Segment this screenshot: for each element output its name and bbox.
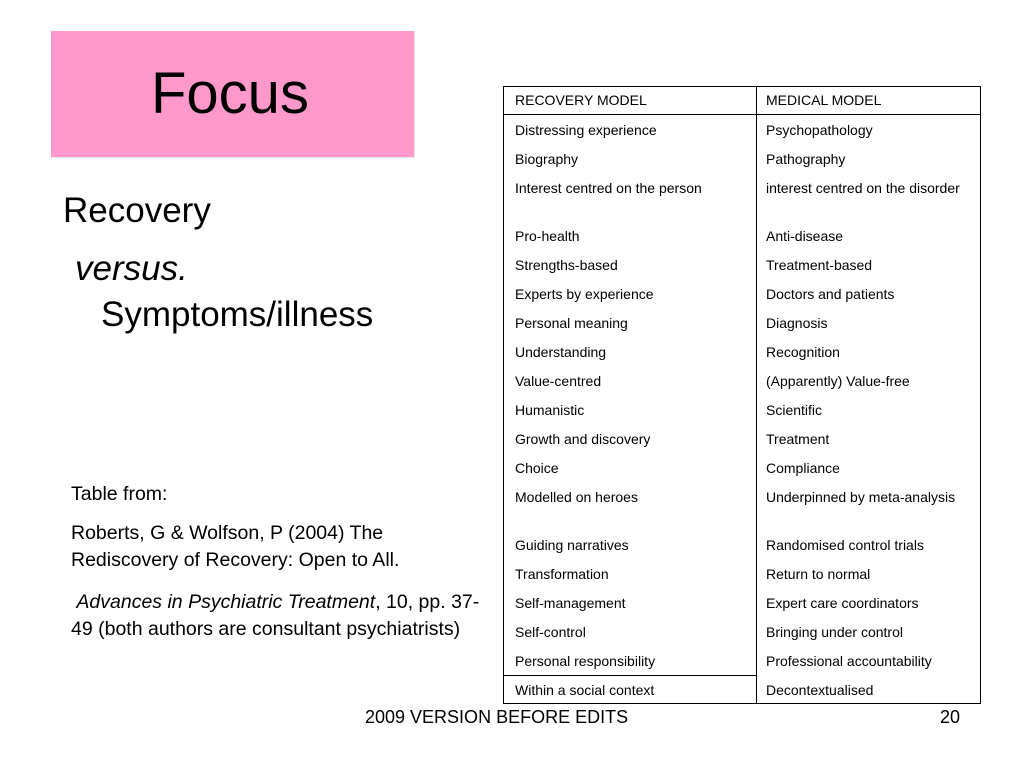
title-box <box>51 31 415 158</box>
citation-source <box>71 589 481 643</box>
citation-journal: Advances in Psychiatric Treatment <box>76 591 376 613</box>
table-cell-recovery: Understanding <box>515 344 607 360</box>
table-cell-medical: Professional accountability <box>766 653 932 669</box>
column-divider <box>756 87 757 703</box>
header-divider <box>504 114 980 115</box>
table-cell-recovery: Pro-health <box>515 228 580 244</box>
table-cell-recovery: Modelled on heroes <box>515 489 638 505</box>
table-cell-medical: Randomised control trials <box>766 537 924 553</box>
table-cell-medical: Decontextualised <box>766 682 874 698</box>
table-cell-medical: Anti-disease <box>766 228 844 244</box>
table-cell-recovery: Humanistic <box>515 402 585 418</box>
table-cell-recovery: Value-centred <box>515 373 602 389</box>
last-row-divider <box>504 675 756 676</box>
table-cell-recovery: Personal responsibility <box>515 653 656 669</box>
footer-label: 2009 VERSION BEFORE EDITS <box>365 707 629 727</box>
comparison-table <box>503 86 981 704</box>
versus-text: versus. <box>75 249 188 288</box>
slide-title: Focus <box>151 61 309 126</box>
table-cell-recovery: Personal meaning <box>515 315 628 331</box>
symptoms-text: Symptoms/illness <box>101 295 374 334</box>
table-cell-medical: Expert care coordinators <box>766 595 919 611</box>
table-cell-medical: Compliance <box>766 460 840 476</box>
table-cell-medical: Bringing under control <box>766 624 903 640</box>
table-cell-medical: Diagnosis <box>766 315 828 331</box>
table-cell-medical: Pathography <box>766 151 846 167</box>
table-cell-medical: Doctors and patients <box>766 286 895 302</box>
table-cell-medical: Recognition <box>766 344 840 360</box>
table-cell-medical: interest centred on the disorder <box>766 180 960 196</box>
table-cell-recovery: Transformation <box>515 566 609 582</box>
citation-authors: Roberts, G & Wolfson, P (2004) The Rediscovery of Recovery: Open to All. <box>71 522 400 571</box>
page-number: 20 <box>940 707 961 727</box>
citation-details: , 10, pp. 37-49 (both authors are consultant psychiatrists) <box>71 591 480 640</box>
table-cell-recovery: Choice <box>515 460 559 476</box>
table-cell-recovery: Guiding narratives <box>515 537 629 553</box>
table-cell-medical: Return to normal <box>766 566 871 582</box>
table-cell-medical: Treatment <box>766 431 830 447</box>
table-cell-recovery: Experts by experience <box>515 286 654 302</box>
table-cell-recovery: Interest centred on the person <box>515 180 702 196</box>
table-cell-medical: Treatment-based <box>766 257 873 273</box>
table-cell-medical: Underpinned by meta-analysis <box>766 489 956 505</box>
table-cell-medical: Scientific <box>766 402 823 418</box>
recovery-text: Recovery <box>63 191 211 230</box>
table-cell-medical: (Apparently) Value-free <box>766 373 910 389</box>
table-cell-recovery: Self-management <box>515 595 626 611</box>
citation-intro: Table from: <box>71 483 168 505</box>
table-cell-recovery: Distressing experience <box>515 122 657 138</box>
table-cell-recovery: Biography <box>515 151 579 167</box>
table-cell-medical: Psychopathology <box>766 122 873 138</box>
header-medical-model: MEDICAL MODEL <box>766 92 882 108</box>
table-cell-recovery: Within a social context <box>515 682 655 698</box>
table-cell-recovery: Growth and discovery <box>515 431 651 447</box>
header-recovery-model: RECOVERY MODEL <box>515 92 647 108</box>
table-cell-recovery: Strengths-based <box>515 257 618 273</box>
table-cell-recovery: Self-control <box>515 624 586 640</box>
